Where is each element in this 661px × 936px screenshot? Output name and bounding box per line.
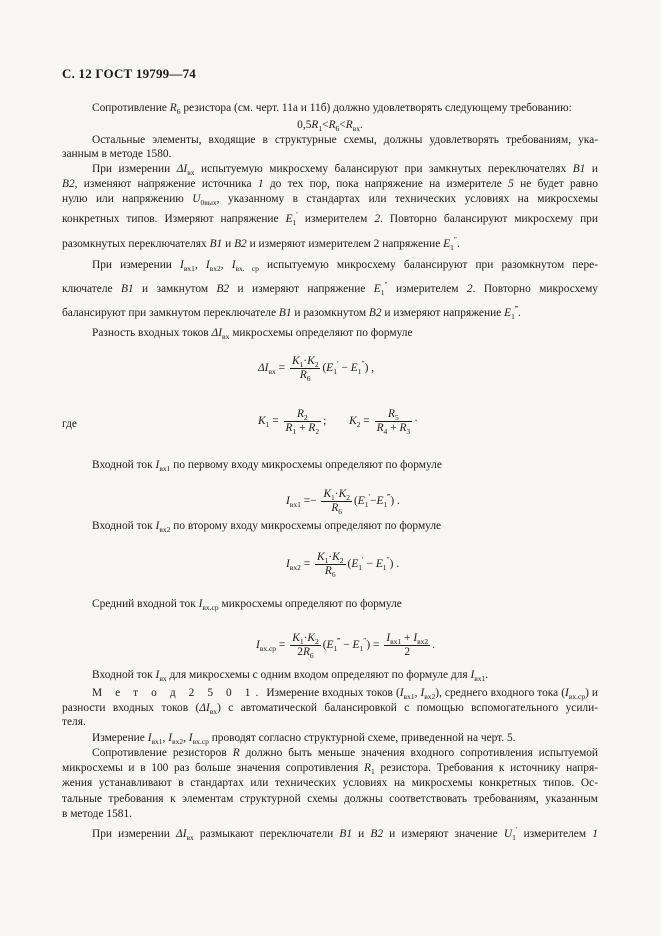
paragraph-average [92, 597, 598, 611]
subscript: вх [209, 707, 218, 716]
superscript: ″ [384, 280, 388, 289]
text: . Повторно микросхему [472, 283, 599, 295]
symbol: I [399, 687, 404, 699]
text: и [591, 163, 598, 175]
symbol: U [503, 828, 513, 840]
symbol: I [168, 732, 173, 744]
subscript: вх1 [390, 637, 402, 646]
symbol: I [147, 732, 152, 744]
text: Сопротивление резисторов [92, 747, 227, 759]
superscript: ′ [515, 825, 518, 834]
coef: 0,5 [297, 119, 312, 131]
subscript: вх [268, 367, 276, 377]
subscript: вх. ср [235, 264, 259, 273]
symbol: K [307, 355, 315, 367]
subscript: 1 [380, 288, 385, 297]
superscript: ″ [363, 636, 367, 646]
text: и измеряют измерителем 2 напряжение [249, 238, 441, 250]
symbol: 1 [257, 178, 264, 190]
symbol: I [286, 558, 290, 571]
symbol: E [285, 213, 293, 225]
subscript: 2 [346, 493, 350, 502]
symbol: E [504, 307, 512, 319]
text: Средний входной ток [92, 598, 196, 610]
op: − [343, 639, 350, 652]
paragraph-method-2501-l2 [62, 701, 598, 715]
symbol: K [258, 415, 266, 428]
subscript: вх1 [151, 737, 163, 746]
text: разомкнутых переключателях [62, 238, 207, 250]
text: балансируют при замкнутом переключателе [62, 307, 277, 319]
text: ключателе [62, 283, 113, 295]
symbol: E [357, 495, 365, 508]
subscript: 1 [331, 493, 335, 502]
symbol: R [324, 565, 332, 577]
op: = [278, 362, 286, 375]
text: Измерение входных токов ( [266, 687, 400, 699]
superscript: ′ [368, 492, 371, 502]
op: + [404, 632, 411, 644]
symbol: 2 [466, 283, 473, 295]
symbol: K [307, 632, 315, 644]
formula-ivx2: $I_{вх2}$ = $\frac{K_1\cdot K_2}{R_6}$ $(E_1' - E_1'')$ . [286, 551, 400, 579]
paragraph-resistors-l4: тальные требования к элементам структурной схемы должны соответствовать требованиям, указанным [62, 793, 598, 805]
text: и [358, 828, 365, 840]
symbol: B1 [278, 307, 292, 319]
text: по второму входу микросхемы определяют по формуле [173, 520, 442, 532]
subscript: 1 [292, 218, 297, 227]
superscript: ′ [296, 210, 298, 219]
subscript: 2 [339, 556, 344, 565]
subscript: 6 [176, 107, 181, 116]
paragraph-measurement-scheme: Измерение $I_{вх1}$, $I_{вх2}$, $I_{вх.ср}$ проводят согласно структурной схеме, приведенной на черт. 5. [92, 732, 516, 746]
op: − [310, 495, 317, 508]
text: Сопротивление [92, 102, 167, 114]
subscript: 6 [309, 651, 314, 660]
op: = [303, 558, 311, 571]
paragraph-single-input [92, 668, 598, 682]
text: проводят согласно структурной схеме, приведенной на черт. 5. [211, 732, 516, 744]
subscript: 2 [303, 413, 308, 422]
subscript: вх2 [209, 264, 221, 273]
symbol: R [399, 422, 407, 434]
symbol: K [292, 632, 300, 644]
fraction [315, 551, 346, 578]
subscript: 2 [314, 637, 319, 646]
text: и измеряют напряжение [237, 283, 366, 295]
text: микросхемы определяют по формуле [232, 327, 413, 339]
subscript: 2 [315, 427, 320, 436]
op: < [339, 119, 346, 131]
symbol: B2 [368, 307, 382, 319]
subscript: вх [186, 833, 194, 842]
text: и измеряют напряжение [384, 307, 502, 319]
superscript: ″ [386, 555, 390, 565]
text: измерителем [396, 283, 459, 295]
superscript: ″ [453, 235, 457, 244]
subscript: 1 [450, 243, 454, 252]
op: = [278, 639, 286, 652]
op: · [328, 551, 333, 563]
symbol: E [373, 283, 381, 295]
text: резистора. Требования к источнику напря- [380, 762, 598, 774]
text: по первому входу микросхемы определяют по формуле [173, 459, 442, 471]
subscript: 1 [333, 367, 337, 377]
subscript: 4 [383, 427, 388, 436]
symbol: ΔI [258, 362, 269, 375]
op: = [303, 495, 311, 508]
fraction [321, 488, 352, 515]
symbol: I [155, 520, 160, 532]
symbol: R [364, 762, 371, 774]
text: Измерение [92, 732, 145, 744]
paragraph-other-elements-l2: занным в методе 1580. [62, 148, 172, 160]
symbol: B1 [572, 163, 586, 175]
subscript: 5 [394, 413, 399, 422]
text: . [485, 669, 489, 681]
text: При измерении [92, 259, 172, 271]
symbol: B2 [370, 828, 384, 840]
paragraph-dI-l4 [62, 212, 598, 226]
subscript: 1 [382, 563, 387, 573]
text: ), среднего входного тока ( [435, 687, 566, 699]
op: < [322, 119, 329, 131]
formula-delta-i: $\Delta I_{вх}$ = $\frac{K_1\cdot K_2}{R_6}$ $(E_1' - E_1'')$ , [258, 355, 375, 383]
symbol: E [443, 238, 451, 250]
formula-r6-condition: $0,5R_1<R_6<R_{вх}$. [297, 119, 363, 133]
symbol: E [350, 362, 358, 375]
subscript: вх1 [159, 464, 171, 473]
paragraph-resistors-l1 [92, 746, 598, 760]
symbol: E [351, 558, 359, 571]
symbol: E [352, 639, 360, 652]
op: − [341, 362, 348, 375]
symbol: I [413, 632, 418, 644]
text: При измерении [92, 828, 170, 840]
paragraph-resistors-l5: в методе 1581. [62, 808, 133, 820]
symbol: R [376, 422, 384, 434]
text: резистора (см. черт. 11а и 11б) должно удовлетворять следующему требованию: [183, 102, 572, 114]
symbol: R [388, 408, 395, 420]
text: до тех пор, пока напряжение на измерителе [269, 178, 502, 190]
text: разности входных токов ( [62, 702, 200, 714]
symbol: ΔI [211, 327, 223, 339]
symbol: 2 [374, 213, 381, 225]
paragraph-input2 [92, 519, 598, 533]
text: и [225, 238, 232, 250]
symbol: R [232, 747, 240, 759]
fraction [290, 632, 321, 659]
subscript: 1 [359, 644, 364, 654]
text: измерителем [523, 828, 587, 840]
symbol: ΔI [176, 828, 187, 840]
paragraph-dI-l3 [62, 192, 598, 206]
symbol: 1 [592, 828, 598, 840]
subscript: 6 [335, 124, 340, 133]
superscript: ″ [361, 359, 365, 369]
op: − [366, 558, 373, 571]
paragraph-resistors-l3: жения устанавливают в стандартах или технических условиях на микросхемы конкретных типов. Ос- [62, 777, 598, 789]
symbol: B1 [209, 238, 223, 250]
text: , изменяют напряжение источника [74, 178, 252, 190]
symbol: E [326, 362, 334, 375]
subscript: 3 [406, 427, 411, 436]
subscript: 1 [383, 500, 388, 510]
text: , указанному в стандартах или технических условиях на микросхемы [216, 193, 598, 205]
symbol: I [286, 495, 290, 508]
paragraph-other-elements-l1: Остальные элементы, входящие в структурные схемы, должны удовлетворять требованиям, ука- [92, 134, 598, 146]
paragraph-method-2501-l3: теля. [62, 716, 86, 728]
text: и разомкнутом [294, 307, 367, 319]
fraction [290, 355, 321, 382]
text: нулю или напряжению [62, 193, 184, 205]
symbol: E [375, 558, 383, 571]
text: измерителем [304, 213, 368, 225]
symbol: R [285, 422, 293, 434]
paragraph-dI-l2 [62, 177, 598, 191]
superscript: ‴ [337, 636, 341, 646]
subscript: вх [159, 674, 167, 683]
subscript: вх1 [183, 264, 195, 273]
symbol: B2 [216, 283, 230, 295]
symbol: K [323, 488, 332, 500]
paragraph-dI-l1 [92, 162, 598, 176]
text: не будет равно [520, 178, 598, 190]
denominator: 2 [404, 646, 411, 658]
symbol: I [155, 669, 160, 681]
paragraph-ivx-l3 [62, 306, 598, 320]
where-label: где [62, 418, 77, 430]
subscript: вх.ср [192, 737, 209, 746]
symbol: I [188, 732, 193, 744]
formula-k-coefficients: $K_1$ = $\frac{R_2}{R_1 + R_2}$ ; $K_2$ = $\frac{R_5}{R_4 + R_3}$ · [258, 408, 418, 436]
symbol: R [328, 119, 336, 131]
symbol: I [565, 687, 569, 699]
symbol: R [345, 119, 353, 131]
formula-ivx1: $I_{вх1}$ =− $\frac{K_1\cdot K_2}{R_6}$ $(E_1'-E_1^‴)$ . [286, 488, 400, 516]
fraction [284, 408, 322, 435]
symbol: I [205, 259, 210, 271]
superscript: ‴ [514, 304, 518, 313]
text: испытуемую микросхему балансируют при разомкнутом пере- [267, 259, 599, 271]
paragraph-r6-requirement [92, 101, 598, 115]
subscript: 1 [364, 500, 369, 510]
symbol: K [317, 551, 325, 563]
fraction [384, 632, 430, 659]
subscript: 6 [338, 507, 343, 516]
subscript: вх1 [403, 692, 415, 701]
text: испытуемую микросхему балансируют при замкнутых переключателях [201, 163, 567, 175]
op: − [370, 495, 377, 508]
subscript: вх2 [424, 692, 436, 701]
subscript: 1 [299, 637, 304, 646]
subscript: 1 [265, 420, 270, 430]
symbol: R [169, 102, 177, 114]
symbol: E [376, 495, 384, 508]
symbol: B1 [339, 828, 353, 840]
symbol: K [291, 355, 300, 367]
subscript: 1 [333, 644, 338, 654]
subscript: 1 [324, 556, 329, 565]
paragraph-resistors-l2 [62, 761, 598, 775]
symbol: R [311, 119, 319, 131]
symbol: 5 [508, 178, 514, 190]
subscript: вх1 [289, 500, 301, 510]
symbol: I [386, 632, 391, 644]
op: + [390, 422, 397, 434]
text: . [517, 307, 521, 319]
subscript: 1 [299, 360, 304, 369]
paragraph-final [92, 827, 598, 841]
symbol: R [331, 502, 339, 514]
subscript: вх [222, 332, 230, 341]
symbol: R [296, 408, 304, 420]
symbol: B2 [62, 178, 75, 190]
subscript: 1 [357, 367, 362, 377]
op: = [363, 415, 370, 428]
subscript: 6 [306, 374, 311, 383]
subscript: 1 [318, 124, 323, 133]
text: микросхемы определяют по формуле [221, 598, 402, 610]
paragraph-method-2501-l1: М е т о д 2 5 0 1. Измерение входных токов ($I_{вх1}$, $I_{вх2}$), среднего входного тока $(I_{вх.ср})$ и [92, 687, 598, 701]
symbol: I [231, 259, 236, 271]
subscript: вх2 [172, 737, 184, 746]
paragraph-diff-current [92, 326, 598, 340]
subscript: 1 [512, 833, 516, 842]
text: должно быть меньше значения входного сопротивления испытуемой [245, 747, 599, 759]
symbol: I [180, 259, 184, 271]
paragraph-dI-l5 [62, 237, 598, 251]
text: При измерении [92, 163, 171, 175]
subscript: 6 [331, 570, 336, 579]
text: конкретных типов. Измеряют напряжение [62, 213, 279, 225]
text: ) и [585, 687, 598, 699]
text: . Повторно балансируют микросхему при [380, 213, 598, 225]
superscript: ′ [336, 359, 339, 369]
symbol: I [470, 669, 475, 681]
subscript: вх1 [474, 674, 486, 683]
subscript: вх2 [417, 637, 429, 646]
subscript: вх.ср [259, 644, 277, 654]
symbol: R [302, 646, 310, 658]
subscript: 1 [292, 427, 297, 436]
text: Входной ток [92, 520, 153, 532]
text: и измеряют значение [389, 828, 498, 840]
text: и замкнутом [142, 283, 209, 295]
text: для микросхемы с одним входом определяют по формуле для [169, 669, 468, 681]
symbol: B1 [120, 283, 134, 295]
subscript: вх.ср [568, 692, 586, 701]
symbol: R [299, 369, 307, 381]
symbol: U [192, 193, 201, 205]
formula-ivx-average: $I_{вх.ср}$ = $\frac{K_1\cdot K_2}{2R_6}$ $(E_1^‴ - E_1'')$ = $\frac{I_{вх1} + I_{вх2}}{2}$ . [256, 632, 436, 660]
text: размыкают переключатели [199, 828, 334, 840]
subscript: вх [187, 168, 195, 177]
coef: 2 [297, 646, 303, 658]
op: = [373, 639, 380, 652]
subscript: 2 [356, 420, 361, 430]
text: Разность входных токов [92, 327, 209, 339]
symbol: I [155, 459, 160, 471]
symbol: E [326, 639, 334, 652]
op: + [299, 422, 306, 434]
paragraph-input1 [92, 458, 598, 472]
subscript: вх2 [159, 525, 171, 534]
subscript: 1 [511, 312, 515, 321]
subscript: 1 [358, 563, 363, 573]
subscript: 1 [370, 767, 375, 776]
method-title: М е т о д 2 5 0 1. [92, 687, 264, 699]
text: ) с автоматической балансировкой с помощью вспомогательного усили- [217, 702, 598, 714]
text: Входной ток [92, 459, 153, 471]
text: . [456, 238, 460, 250]
paragraph-ivx-l2 [62, 282, 598, 296]
superscript: ′ [362, 555, 364, 565]
paragraph-ivx-l1: При измерении $I_{вх1}$, $I_{вх2}$, $I_{вх. ср}$ испытуемую микросхему балансируют при разомкнутом пере- [92, 259, 599, 273]
text: микросхемы и в 100 раз больше значения сопротивления [62, 762, 359, 774]
symbol: K [338, 488, 347, 500]
symbol: ΔI [199, 702, 210, 714]
page-header: С. 12 ГОСТ 19799—74 [62, 66, 196, 81]
subscript: вх2 [289, 563, 301, 573]
symbol: ΔI [176, 163, 188, 175]
subscript: 2 [314, 360, 319, 369]
subscript: вх [352, 124, 360, 133]
op: = [272, 415, 279, 428]
symbol: K [332, 551, 340, 563]
symbol: B2 [234, 238, 247, 250]
op: · [303, 632, 308, 644]
text: Входной ток [92, 669, 153, 681]
symbol: R [308, 422, 316, 434]
symbol: I [198, 598, 203, 610]
op: · [303, 355, 308, 367]
op: ; [323, 415, 327, 428]
subscript: вх.ср [202, 603, 219, 612]
symbol: K [349, 415, 357, 428]
symbol: I [420, 687, 425, 699]
subscript: 0вых [200, 198, 217, 207]
op: · [334, 488, 339, 500]
fraction [375, 408, 413, 435]
superscript: ‴ [387, 492, 391, 502]
symbol: I [256, 639, 260, 652]
